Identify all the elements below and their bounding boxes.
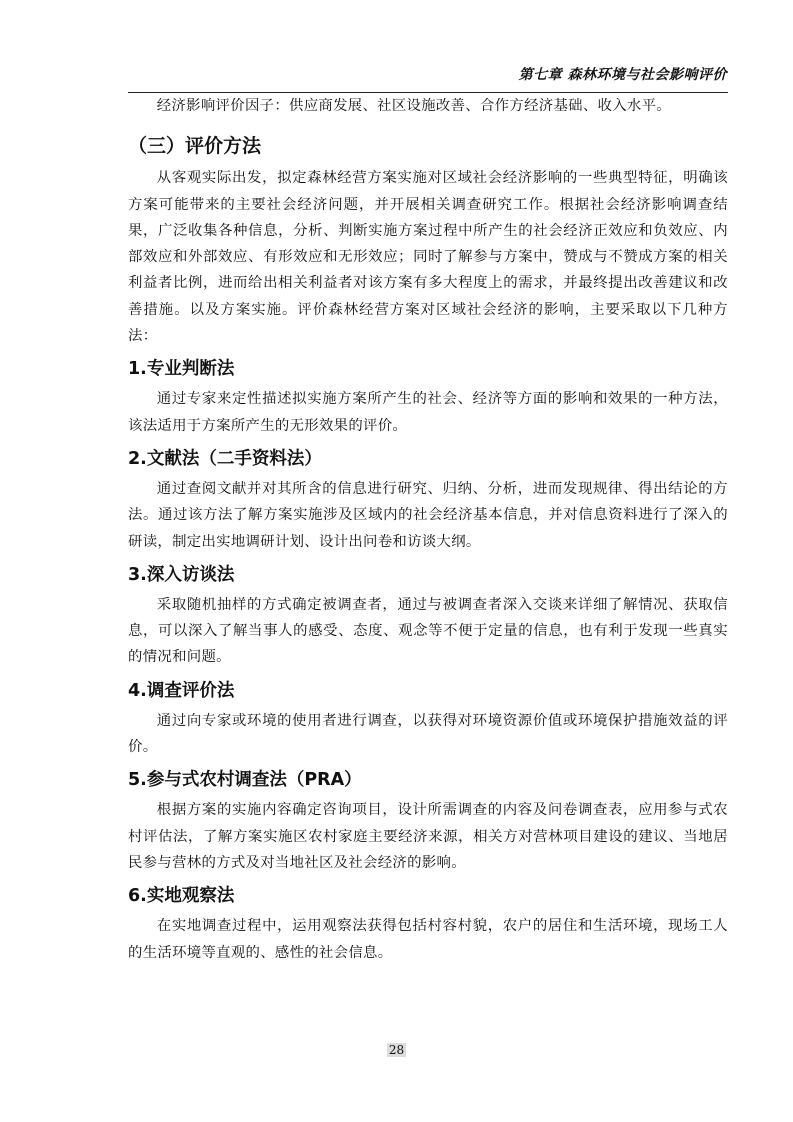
method-heading: 1.专业判断法 (128, 359, 235, 380)
section-paragraph: 从客观实际出发，拟定森林经营方案实施对区域社会经济影响的一些典型特征，明确该方案可能带来的主要社会经济问题，并开展相关调查研究工作。根据社会经济影响调查结果，广泛收集各种信息，分析、判断实施方案过程中所产生的社会经济正效应和负效应、内部效应和外部效应、有形效应和无形效应；同时了解参与方案中，赞成与不赞成方案的相关利益者比例，进而给出相关利益者对该方案有多大程度上的需求，并最终提出改善建议和改善措施。以及方案实施。评价森林经营方案对区域社会经济的影响，主要采取以下几种方法： (128, 170, 728, 345)
intro-paragraph: 经济影响评价因子：供应商发展、社区设施改善、合作方经济基础、收入水平。 (156, 98, 671, 114)
method-paragraph: 根据方案的实施内容确定咨询项目，设计所需调查的内容及问卷调查表，应用参与式农村评估法，了解方案实施区农村家庭主要经济来源，相关方对营林项目建设的建议、当地居民参与营林的方式及对当地社区及社会经济的影响。 (128, 802, 728, 871)
page-number-label: 28 (388, 1043, 405, 1057)
method-6 (128, 879, 728, 966)
method-heading: 6.实地观察法 (128, 886, 235, 907)
method-1 (128, 352, 728, 439)
method-5 (128, 763, 728, 876)
page-body (128, 92, 728, 966)
method-heading: 2.文献法（二手资料法） (128, 448, 322, 469)
method-paragraph: 通过查阅文献并对其所含的信息进行研究、归纳、分析，进而发现规律、得出结论的方法。通过该方法了解方案实施涉及区域内的社会经济基本信息，并对信息资料进行了深入的研读，制定出实地调研计划、设计出问卷和访谈大纲。 (128, 480, 728, 550)
method-paragraph: 通过专家来定性描述拟实施方案所产生的社会、经济等方面的影响和效果的一种方法，该法适用于方案所产生的无形效果的评价。 (128, 391, 728, 434)
section-heading: （三）评价方法 (128, 135, 262, 158)
method-paragraph: 采取随机抽样的方式确定被调查者，通过与被调查者深入交谈来详细了解情况、获取信息，可以深入了解当事人的感受、态度、观念等不便于定量的信息，也有利于发现一些真实的情况和问题。 (128, 596, 728, 666)
method-4 (128, 674, 728, 761)
page-number (0, 1043, 793, 1057)
running-header: 第七章 森林环境与社会影响评价 (518, 67, 727, 83)
method-heading: 4.调查评价法 (128, 680, 235, 701)
method-heading: 5.参与式农村调查法（PRA） (128, 770, 362, 791)
method-2 (128, 442, 728, 555)
method-heading: 3.深入访谈法 (128, 564, 235, 585)
method-paragraph: 在实地调查过程中，运用观察法获得包括村容村貌，农户的居住和生活环境，现场工人的生活环境等直观的、感性的社会信息。 (128, 918, 728, 961)
method-paragraph: 通过向专家或环境的使用者进行调查，以获得对环境资源价值或环境保护措施效益的评价。 (128, 712, 728, 756)
method-3 (128, 558, 728, 671)
